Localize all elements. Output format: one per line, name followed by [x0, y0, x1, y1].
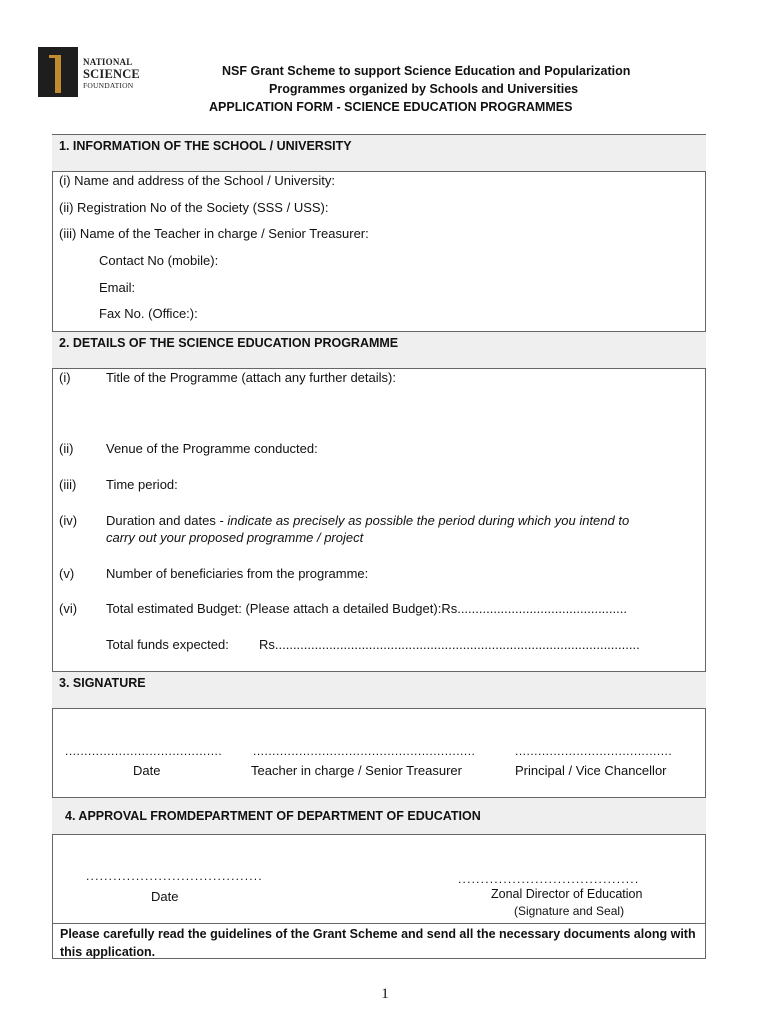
s2-beneficiaries: Number of beneficiaries from the programme: [106, 566, 369, 581]
s2-duration-hint-2: carry out your proposed programme / project [106, 530, 364, 545]
s3-principal-line: ......................................... [515, 744, 673, 758]
s2-num-2: (ii) [59, 441, 74, 456]
logo-text-science: SCIENCE [83, 67, 140, 81]
s2-duration [106, 513, 629, 528]
s3-date-line: ......................................... [65, 744, 223, 758]
s3-principal-label: Principal / Vice Chancellor [515, 763, 667, 778]
section-2-title: 2. DETAILS OF THE SCIENCE EDUCATION PROGRAMME [59, 336, 399, 350]
footer-note: Please carefully read the guidelines of the Grant Scheme and send all the necessary documents along with this application. [60, 927, 696, 959]
s4-seal-label: (Signature and Seal) [514, 904, 625, 918]
s1-contact: Contact No (mobile): [99, 253, 219, 268]
s1-item-2: (ii) Registration No of the Society (SSS / USS): [59, 200, 329, 215]
footer-divider [52, 923, 706, 924]
page-number: 1 [381, 986, 389, 1002]
s2-funds-label: Total funds expected: [106, 637, 229, 652]
s3-date-label: Date [133, 763, 161, 778]
s3-teacher-line: .......................................................... [253, 744, 476, 758]
logo-bar-top [49, 55, 61, 58]
s2-title-of-programme: Title of the Programme (attach any further details): [106, 370, 396, 385]
s4-director-label: Zonal Director of Education [491, 887, 643, 901]
s2-num-3: (iii) [59, 477, 77, 492]
s2-num-1: (i) [59, 370, 71, 385]
section-2-header [52, 331, 706, 369]
s4-director-line: ........................................ [458, 872, 640, 886]
s2-time-period: Time period: [106, 477, 178, 492]
s1-email: Email: [99, 280, 136, 295]
s4-date-line: ....................................... [86, 869, 263, 883]
s2-num-4: (iv) [59, 513, 78, 528]
s2-budget: Total estimated Budget: (Please attach a detailed Budget):Rs............................................... [106, 601, 627, 616]
s2-num-5: (v) [59, 566, 75, 581]
section-4-header [52, 797, 706, 835]
logo-bar [55, 55, 61, 93]
s3-teacher-label: Teacher in charge / Senior Treasurer [251, 763, 462, 778]
section-4-title: 4. APPROVAL FROMDEPARTMENT OF DEPARTMENT OF EDUCATION [65, 809, 481, 823]
s1-item-1: (i) Name and address of the School / University: [59, 173, 336, 188]
s2-venue: Venue of the Programme conducted: [106, 441, 318, 456]
section-3-title: 3. SIGNATURE [59, 676, 146, 690]
header-line-2: Programmes organized by Schools and Universities [269, 82, 579, 96]
s4-date-label: Date [151, 889, 179, 904]
s2-num-6: (vi) [59, 601, 78, 616]
section-3-header [52, 671, 706, 709]
header-line-1: NSF Grant Scheme to support Science Education and Popularization [222, 64, 631, 78]
logo-text-national: NATIONAL [83, 57, 133, 67]
logo-text-foundation: FOUNDATION [83, 81, 134, 90]
section-1-title: 1. INFORMATION OF THE SCHOOL / UNIVERSITY [59, 139, 352, 153]
s1-item-3: (iii) Name of the Teacher in charge / Senior Treasurer: [59, 226, 369, 241]
s2-funds-value: Rs..................................................................................................... [259, 637, 640, 652]
nsf-logo [38, 47, 144, 97]
s2-duration-hint: indicate as precisely as possible the period during which you intend to [227, 513, 630, 528]
s2-duration-label: Duration and dates - [106, 513, 228, 528]
form-title: APPLICATION FORM - SCIENCE EDUCATION PROGRAMMES [209, 100, 573, 114]
section-1-header [52, 134, 706, 172]
s1-fax: Fax No. (Office:): [99, 306, 198, 321]
